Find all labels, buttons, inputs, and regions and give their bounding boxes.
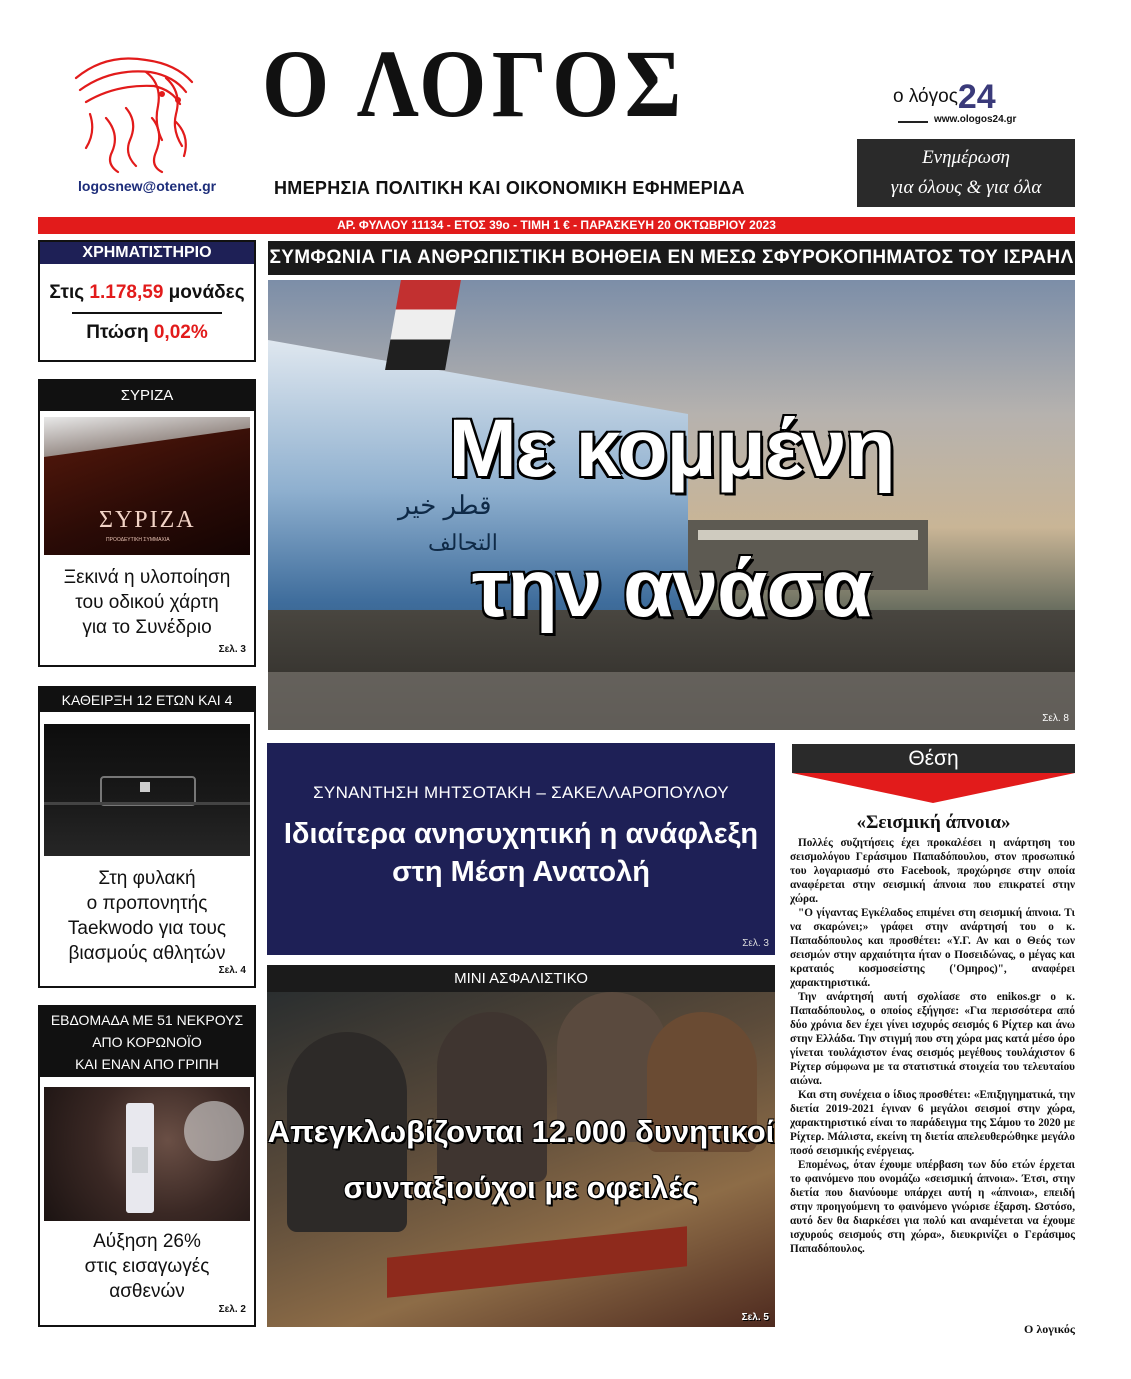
opinion-paragraph: Πολλές συζητήσεις έχει προκαλέσει η ανάρτηση του σεισμολόγου Γεράσιμου Παπαδόπουλου, στον προσωπικό του λογαριασμό στο Facebook, προχώρησε στην οποία αναφέρεται στην σεισμική άπνοια που επικρατεί στην χώρα. — [790, 837, 1075, 905]
covid-header — [40, 1007, 254, 1077]
prison-photo — [44, 724, 250, 856]
header-line: ΑΠΟ ΚΟΡΩΝΟΪΟ — [92, 1034, 202, 1050]
caption-line: για το Συνέδριο — [82, 617, 212, 638]
caption-line: ο προπονητής — [86, 893, 208, 914]
covid-story[interactable] — [38, 1005, 256, 1327]
opinion-signature: Ο λογικός — [1024, 1322, 1075, 1336]
page-ref[interactable]: Σελ. 4 — [218, 965, 246, 976]
arabic-sign-1: قطر خير — [398, 490, 492, 520]
issue-info-bar: ΑΡ. ΦΥΛΛΟΥ 11134 - ΕΤΟΣ 39ο - ΤΙΜΗ 1 € - ΠΑΡΑΣΚΕΥΗ 20 ΟΚΤΩΒΡΙΟΥ 2023 — [38, 217, 1075, 234]
meeting-headline-line-2: στη Μέση Ανατολή — [392, 856, 650, 888]
page-ref[interactable]: Σελ. 3 — [742, 938, 769, 949]
meeting-headline-line-1: Ιδιαίτερα ανησυχητική η ανάφλεξη — [283, 818, 759, 850]
page-ref[interactable]: Σελ. 5 — [741, 1312, 769, 1323]
lead-kicker[interactable]: ΣΥΜΦΩΝΙΑ ΓΙΑ ΑΝΘΡΩΠΙΣΤΙΚΗ ΒΟΗΘΕΙΑ ΕΝ ΜΕΣΩ ΣΦΥΡΟΚΟΠΗΜΑΤΟΣ ΤΟΥ ΙΣΡΑΗΛ — [268, 241, 1075, 275]
lead-headline-line-2: την ανάσα — [472, 543, 871, 634]
opinion-title[interactable]: «Σεισμική άπνοια» — [856, 812, 1011, 833]
lead-headline-line-1: Με κομμένη — [448, 403, 895, 494]
coach-header: ΚΑΘΕΙΡΞΗ 12 ΕΤΩΝ ΚΑΙ 4 — [40, 688, 254, 712]
stock-level-pre: Στις — [49, 282, 85, 303]
logos24-text: ο λόγος — [893, 86, 958, 107]
logos24-number: 24 — [957, 78, 996, 116]
caption-line: Αύξηση 26% — [93, 1231, 201, 1252]
pensioners-photo — [267, 992, 775, 1327]
stock-change — [40, 322, 254, 344]
lead-story-photo[interactable] — [268, 280, 1075, 730]
promo-line-2: για όλους & για όλα — [890, 177, 1042, 198]
syriza-story[interactable] — [38, 379, 256, 667]
newspaper-subtitle: ΗΜΕΡΗΣΙΑ ΠΟΛΙΤΙΚΗ ΚΑΙ ΟΙΚΟΝΟΜΙΚΗ ΕΦΗΜΕΡΙΔΑ — [274, 178, 745, 198]
flag-icon — [385, 280, 461, 370]
promo-box — [857, 139, 1075, 207]
covid-test-photo — [44, 1087, 250, 1221]
bench — [387, 1226, 687, 1298]
syriza-logo-sub: ΠΡΟΟΔΕΥΤΙΚΗ ΣΥΜΜΑΧΙΑ — [106, 537, 170, 543]
stock-box[interactable] — [38, 240, 256, 362]
opinion-paragraph: Την ανάρτησή αυτή σχολίασε στο enikos.gr ο κ. Παπαδόπουλος, ο οποίος εξήγησε: «Για περισσότερα από δύο χρόνια δεν έχει γίνει ισχυρός σεισμός 6 Ρίχτερ και άνω στην Ελλάδα. Την στιγμή που στη χώρα μας κατά μέσο όρο γίνεται τουλάχιστον ένας σεισμός μεγέθους τουλάχιστον 6 Ρίχτερ σύμφωνα με τα στατιστικά στοιχεία του τελευταίου αιώνα. — [790, 991, 1075, 1087]
opinion-body — [790, 836, 1075, 1256]
caption-line: Taekwodo για τους — [67, 918, 227, 939]
caption-line: Ξεκινά η υλοποίηση — [63, 567, 231, 588]
pension-story[interactable] — [267, 965, 775, 1327]
page-ref[interactable]: Σελ. 8 — [1042, 713, 1069, 724]
header-line: ΚΑΙ ΕΝΑΝ ΑΠΟ ΓΡΙΠΗ — [75, 1056, 219, 1072]
coach-story[interactable] — [38, 686, 256, 988]
caption-line: του οδικού χάρτη — [75, 592, 219, 613]
stock-level-post: μονάδες — [168, 282, 245, 303]
arabic-sign-2: التحالف — [428, 530, 498, 555]
stock-change-pre: Πτώση — [86, 322, 149, 343]
meeting-kicker: ΣΥΝΑΝΤΗΣΗ ΜΗΤΣΟΤΑΚΗ – ΣΑΚΕΛΛΑΡΟΠΟΥΛΟΥ — [313, 783, 729, 802]
opinion-paragraph: "Ο γίγαντας Εγκέλαδος επιμένει στη σεισμική άπνοια. Τι να σκαρώνει;» γράφει στην ανάρτησή του ο κ. Παπαδόπουλος και προσθέτει: «Υ.Γ. Αν και ο Θεός των σεισμών στην αρχαιότητα ήταν ο Ποσειδώνας, ο μέγας και κραταιός κοσμοσείστης ('Ομηρος)", αναφέρει χαρακτηριστικά. — [790, 907, 1075, 989]
syriza-header: ΣΥΡΙΖΑ — [40, 381, 254, 411]
opinion-section-header: Θέση — [792, 744, 1075, 773]
stock-header: ΧΡΗΜΑΤΙΣΤΗΡΙΟ — [40, 242, 254, 264]
newspaper-title: Ο ΛΟΓΟΣ — [262, 30, 687, 137]
caption-line: στις εισαγωγές — [84, 1256, 210, 1277]
opinion-paragraph: Επομένως, όταν έχουμε υπέρβαση των δύο ετών έρχεται το φαινόμενο που ονομάζω «σεισμική άπνοια». Έτσι, στην διετία που διανύουμε υπάρχει αυτή η «άπνοια», επειδή στην προηγούμενη το φαινόμενο γνώρισε έξαρση. Ωστόσο, αυτό δεν θα διαρκέσει για πολύ και αναμένεται να έχουμε ισχυρούς σεισμούς στη χώρα», διευκρινίζει ο Γεράσιμος Παπαδόπουλος. — [790, 1159, 1075, 1255]
contact-email[interactable]: logosnew@otenet.gr — [78, 178, 217, 194]
opinion-paragraph: Και στη συνέχεια ο ίδιος προσθέτει: «Επιξηγηματικά, την διετία 2019-2021 έγιναν 6 μεγάλοι σεισμοί στην χώρα, χαρακτηριστικό είναι το παράδειγμα της Σάμου το 2020 με Ρίχτερ. Μάλιστα, εκείνη τη διετία απελευθερώθηκε μεγάλο ποσό σεισμικής ενέργειας. — [790, 1089, 1075, 1157]
logos24-logo[interactable] — [893, 78, 996, 117]
pension-headline-line-1: Απεγκλωβίζονται 12.000 δυνητικοί — [267, 1114, 775, 1149]
pension-kicker: ΜΙΝΙ ΑΣΦΑΛΙΣΤΙΚΟ — [454, 970, 588, 987]
stock-level-value: 1.178,59 — [89, 282, 164, 303]
caption-line: Στη φυλακή — [98, 868, 196, 889]
covid-caption — [40, 1229, 254, 1304]
syriza-caption — [40, 565, 254, 640]
header-line: ΕΒΔΟΜΑΔΑ ΜΕ 51 ΝΕΚΡΟΥΣ — [50, 1012, 244, 1028]
meeting-story[interactable] — [267, 743, 775, 955]
divider — [72, 312, 222, 314]
logos24-website[interactable]: www.ologos24.gr — [934, 114, 1017, 125]
pension-headline-line-2: συνταξιούχοι με οφειλές — [343, 1170, 699, 1205]
caption-line: ασθενών — [109, 1281, 185, 1302]
caption-line: βιασμούς αθλητών — [68, 943, 226, 964]
newspaper-emblem-icon — [66, 48, 202, 174]
syriza-logo-text: ΣΥΡΙΖΑ — [99, 507, 196, 533]
coach-caption — [40, 866, 254, 966]
page-ref[interactable]: Σελ. 3 — [218, 644, 246, 655]
stock-change-value: 0,02% — [153, 322, 208, 343]
page-ref[interactable]: Σελ. 2 — [218, 1304, 246, 1315]
promo-line-1: Ενημέρωση — [922, 147, 1010, 168]
red-triangle-icon — [792, 773, 1075, 803]
syriza-photo — [44, 417, 250, 555]
stock-level — [40, 282, 254, 304]
divider — [898, 121, 928, 123]
